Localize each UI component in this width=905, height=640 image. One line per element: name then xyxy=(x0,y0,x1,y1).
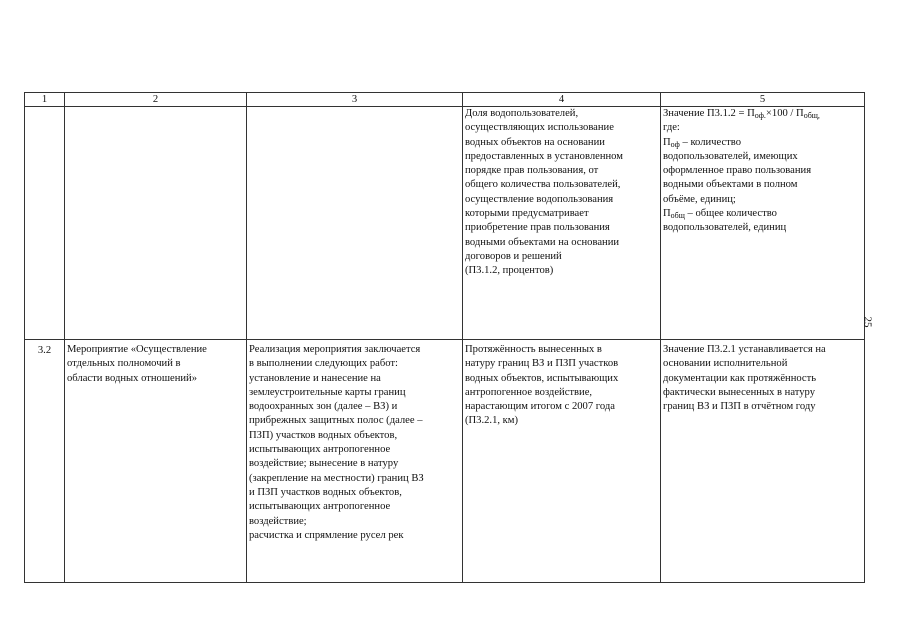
document-table xyxy=(24,92,865,583)
definition-of: $П_{оф}$ – количество водопользователей, имеющих оформленное право пользования водными объектами в полном объёме, единиц; xyxy=(663,136,812,205)
table-row xyxy=(25,340,865,583)
row2-formula: Значение П3.2.1 устанавливается на основании исполнительной документации как протяжённость фактически вынесенных в натуру границ ВЗ и ПЗП в отчётном году xyxy=(661,340,865,583)
row1-number xyxy=(25,107,65,340)
row2-description: Реализация мероприятия заключается в выполнении следующих работ: установление и нанесение на землеустроительные карты границ водоохранных зон (далее – ВЗ) и прибрежных защитных полос (далее – ПЗП) участков водных объектов, испытывающих антропогенное воздействие; вынесение в натуру (закрепление на местности) границ ВЗ и ПЗП участков водных объектов, испытывающих антропогенное воздействие; расчистка и спрямление русел рек xyxy=(247,340,463,583)
definition-total: $П_{общ}$ – общее количество водопользователей, единиц xyxy=(663,208,787,234)
row1-event xyxy=(65,107,247,340)
header-col-5: 5 xyxy=(661,93,865,107)
formula-line: Значение $П3.1.2 = П_{оф.}\times 100 / П_{общ,}$ где: xyxy=(663,108,820,134)
header-col-4: 4 xyxy=(463,93,661,107)
header-row xyxy=(25,93,865,107)
header-col-1: 1 xyxy=(25,93,65,107)
row1-indicator-text: Доля водопользователей, осуществляющих использование водных объектов на основании предоставленных в установленном порядке прав пользования, от общего количества пользователей, осуществление водопользования которыми предусматривает приобретение прав пользования водными объектами на основании договоров и решений (П3.1.2, процентов) xyxy=(465,108,623,277)
header-col-2: 2 xyxy=(65,93,247,107)
header-col-3: 3 xyxy=(247,93,463,107)
row2-indicator: Протяжённость вынесенных в натуру границ ВЗ и ПЗП участков водных объектов, испытывающих антропогенное воздействие, нарастающим итогом с 2007 года (П3.2.1, км) xyxy=(463,340,661,583)
row1-description xyxy=(247,107,463,340)
page-number: 25 xyxy=(861,316,874,328)
row2-number: 3.2 xyxy=(25,340,65,583)
row2-event: Мероприятие «Осуществление отдельных полномочий в области водных отношений» xyxy=(65,340,247,583)
table-row xyxy=(25,107,865,340)
row1-indicator xyxy=(463,107,661,340)
row1-formula xyxy=(661,107,865,340)
